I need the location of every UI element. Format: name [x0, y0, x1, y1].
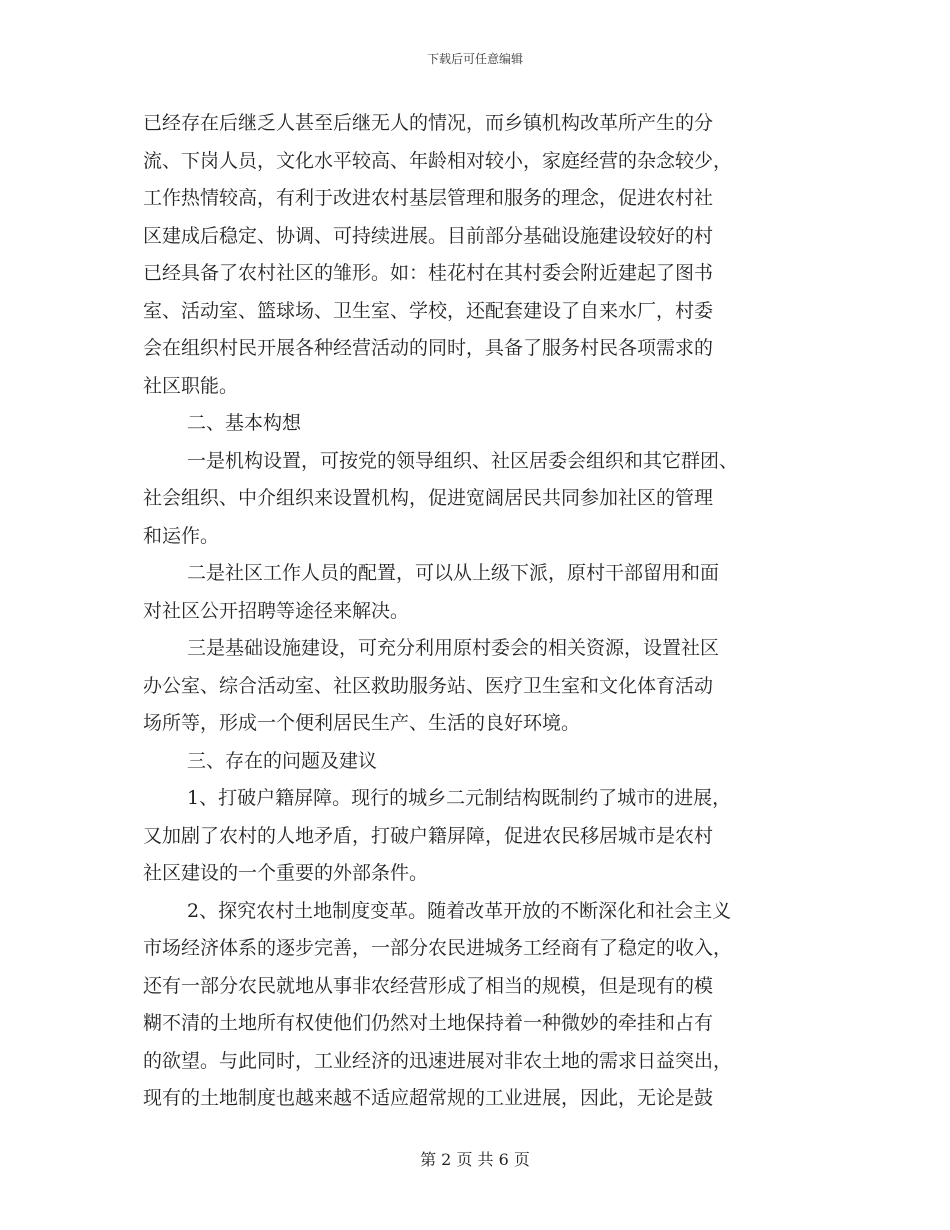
paragraph-line: 已经存在后继乏人甚至后继无人的情况，而乡镇机构改革所产生的分 — [143, 112, 714, 134]
section-heading: 三、存在的问题及建议 — [187, 749, 378, 772]
paragraph-line: 场所等，形成一个便利居民生产、生活的良好环境。 — [143, 712, 581, 734]
paragraph-line: 三是基础设施建设，可充分利用原村委会的相关资源，设置社区 — [187, 637, 720, 659]
paragraph-line: 已经具备了农村社区的雏形。如：桂花村在其村委会附近建起了图书 — [143, 262, 714, 284]
paragraph-line: 会在组织村民开展各种经营活动的同时，具备了服务村民各项需求的 — [143, 337, 714, 359]
paragraph-line: 糊不清的土地所有权使他们仍然对土地保持着一种微妙的牵挂和占有 — [143, 1012, 714, 1034]
paragraph-line: 一是机构设置，可按党的领导组织、社区居委会组织和其它群团、 — [187, 449, 739, 472]
paragraph-line: 和运作。 — [143, 524, 220, 547]
paragraph-line: 2、探究农村土地制度变革。随着改革开放的不断深化和社会主义 — [187, 899, 732, 922]
paragraph-line: 室、活动室、篮球场、卫生室、学校，还配套建设了自来水厂，村委 — [143, 299, 714, 322]
paragraph-line: 的欲望。与此同时，工业经济的迅速进展对非农土地的需求日益突出， — [143, 1049, 733, 1072]
document-body — [143, 105, 808, 1118]
paragraph-line: 工作热情较高，有利于改进农村基层管理和服务的理念，促进农村社 — [143, 187, 714, 209]
paragraph-line: 对社区公开招聘等途径来解决。 — [143, 599, 410, 622]
paragraph-line: 1、打破户籍屏障。现行的城乡二元制结构既制约了城市的进展， — [187, 787, 732, 809]
paragraph-line: 社会组织、中介组织来设置机构，促进宽阔居民共同参加社区的管理 — [143, 487, 714, 509]
paragraph-line: 区建成后稳定、协调、可持续进展。目前部分基础设施建设较好的村 — [143, 224, 714, 247]
paragraph-line: 又加剧了农村的人地矛盾，打破户籍屏障，促进农民移居城市是农村 — [143, 824, 714, 847]
page-header: 下载后可任意编辑 — [426, 52, 523, 66]
page-number-footer: 第 2 页 共 6 页 — [420, 1150, 530, 1169]
paragraph-line: 二是社区工作人员的配置，可以从上级下派，原村干部留用和面 — [187, 562, 720, 584]
paragraph-line: 社区职能。 — [143, 374, 239, 397]
paragraph-line: 社区建设的一个重要的外部条件。 — [143, 862, 429, 884]
paragraph-line: 办公室、综合活动室、社区救助服务站、医疗卫生室和文化体育活动 — [143, 674, 714, 697]
paragraph-line: 现有的土地制度也越来越不适应超常规的工业进展，因此，无论是鼓 — [143, 1087, 714, 1109]
paragraph-line: 流、下岗人员，文化水平较高、年龄相对较小，家庭经营的杂念较少， — [143, 149, 733, 172]
paragraph-line: 市场经济体系的逐步完善，一部分农民进城务工经商有了稳定的收入， — [143, 937, 733, 959]
paragraph-line: 还有一部分农民就地从事非农经营形成了相当的规模，但是现有的模 — [143, 974, 714, 997]
section-heading: 二、基本构想 — [187, 412, 302, 434]
